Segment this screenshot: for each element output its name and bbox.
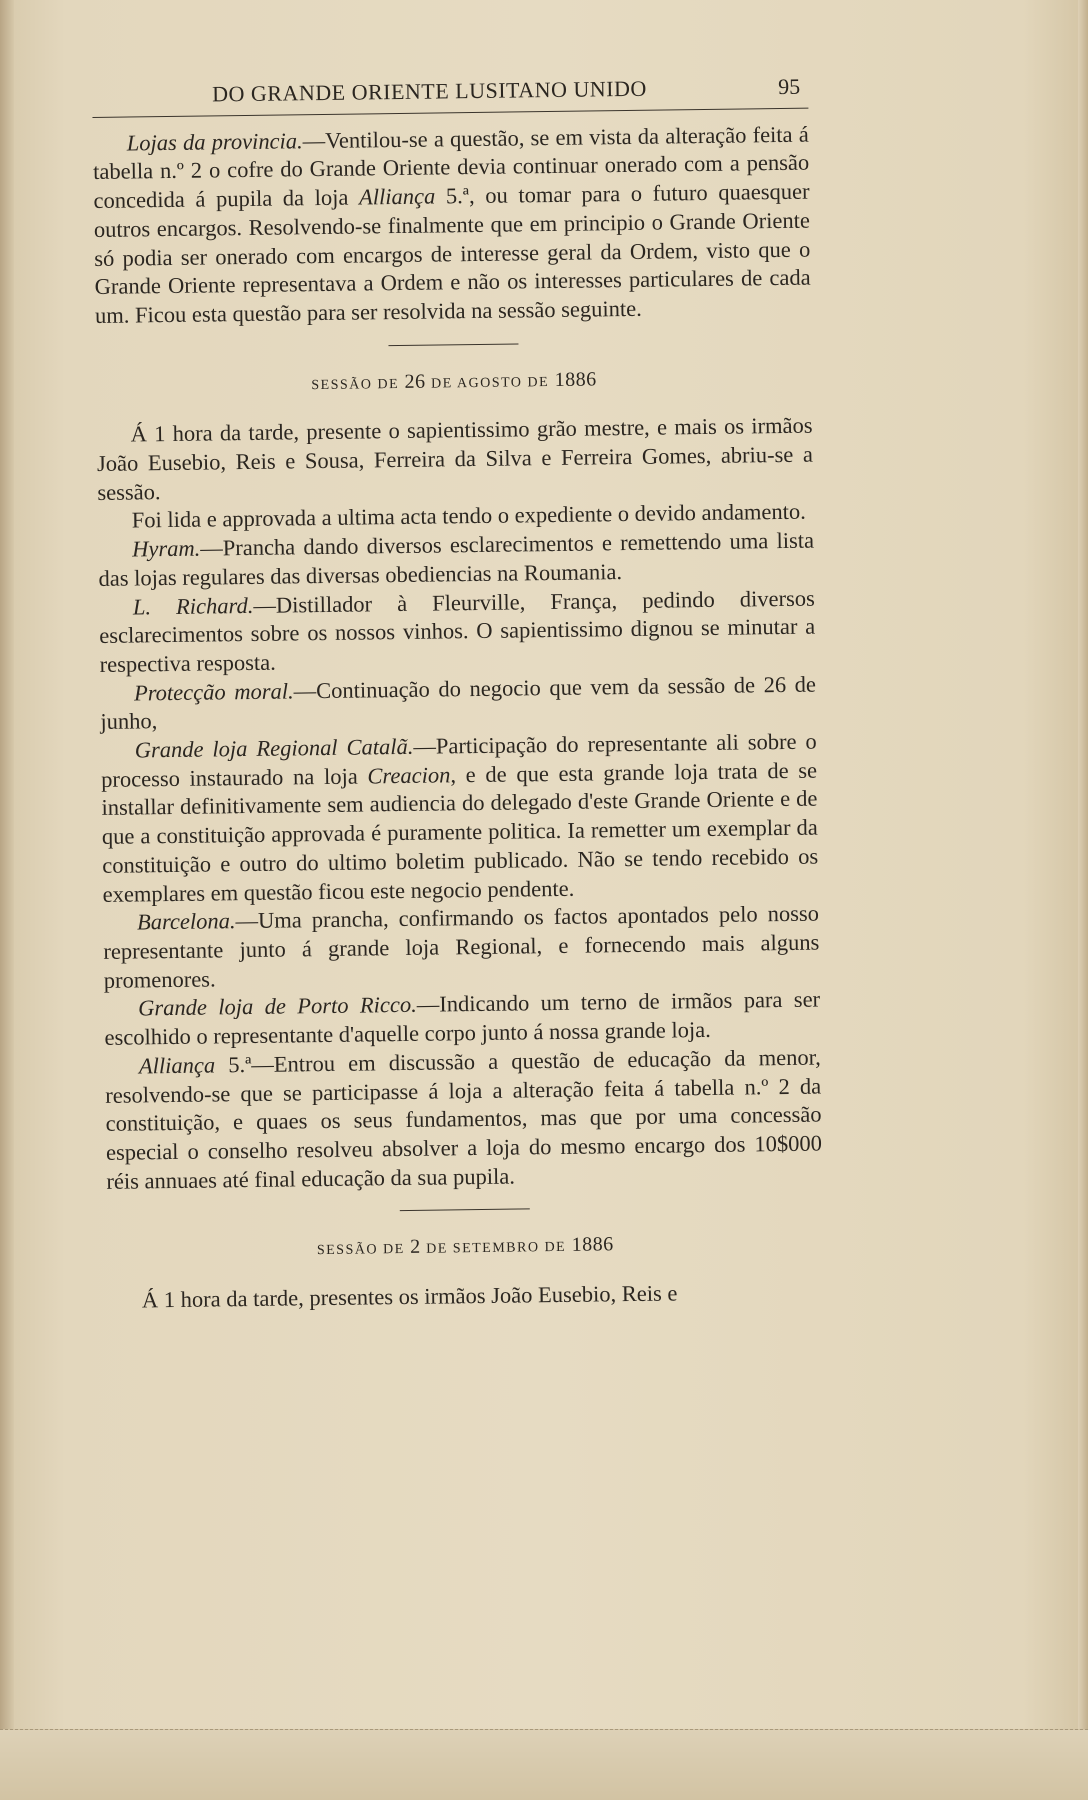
- paragraph: [101, 728, 819, 910]
- paragraph-text: Á 1 hora da tarde, presentes os irmãos João Eusebio, Reis e: [141, 1280, 678, 1313]
- session-heading-year: 1886: [571, 1233, 614, 1257]
- session-heading-pre: SESSÃO DE: [316, 1242, 405, 1259]
- page-number: 95: [777, 73, 801, 100]
- paragraph: [96, 412, 813, 507]
- session-heading-mid: DE SETEMBRO DE: [426, 1240, 567, 1258]
- paragraph-text: 5.ª—Entrou em discussão a questão de educação da menor, resolvendo-se que se participasse á loja a alteração feita á tabella n.º 2 da constituição, e quaes os seus fundamentos, mas que por uma concessão especial o conselho resolveu absolver a loja do mesmo encargo dos 10$000 réis annuaes até final educação da sua pupila.: [105, 1044, 823, 1194]
- paragraph: [105, 1043, 823, 1196]
- page-bottom-fold: [0, 1729, 1088, 1800]
- session-heading-pre: SESSÃO DE: [311, 376, 400, 393]
- text-block: [92, 73, 824, 1316]
- paragraph-lead: Barcelona.: [136, 908, 236, 935]
- paragraph-lead: Lojas da provincia.: [126, 127, 303, 156]
- paragraph-text: —Participação do representante ali sobre o processo instaurado na loja: [100, 728, 817, 792]
- paragraph-text: Foi lida e approvada a ultima acta tendo o expediente o devido andamento.: [131, 499, 807, 533]
- running-title: DO GRANDE ORIENTE LUSITANO UNIDO: [212, 75, 647, 107]
- paragraph-text: —Continuação do negocio que vem da sessão de 26 de junho,: [100, 671, 817, 735]
- paragraph-lead: Alliança: [138, 1052, 216, 1079]
- page-left-edge: [0, 0, 14, 1800]
- paragraph-lead: Hyram.: [131, 535, 201, 562]
- paragraph-lead: Protecção moral.: [133, 678, 294, 706]
- running-header: [92, 73, 808, 118]
- paragraph: [99, 584, 816, 679]
- paragraph-text: —Distillador à Fleurville, França, pedindo diversos esclarecimentos sobre os nossos vinhos. O sapientissimo dignou se minutar a respectiva resposta.: [99, 585, 816, 677]
- paragraph-lead: L. Richard.: [132, 592, 254, 620]
- paragraph: [100, 670, 817, 737]
- session-heading-day: 26: [404, 370, 426, 393]
- session-heading-mid: DE AGOSTO DE: [430, 374, 550, 392]
- paragraph-text: —Prancha dando diversos esclarecimentos e remettendo uma lista das lojas regulares das diversas obediencias na Roumania.: [98, 527, 815, 591]
- section-divider: [388, 343, 518, 346]
- page-right-edge: [1078, 0, 1088, 1800]
- paragraph: [108, 1278, 824, 1316]
- session-heading-day: 2: [410, 1236, 421, 1259]
- paragraph: [104, 986, 821, 1053]
- paragraph-text: 5.ª, ou tomar para o futuro quaesquer outros encargos. Resolvendo-se finalmente que em principio o Grande Oriente só podia ser onerado com encargos de interesse geral da Ordem, visto que o Grande Oriente representava a Ordem e não os interesses particulares de cada um. Ficou esta questão para ser resolvida na sessão seguinte.: [93, 178, 811, 328]
- paragraph-lead: Grande loja de Porto Ricco.: [137, 992, 417, 1021]
- paragraph: [98, 527, 815, 594]
- paragraph-text: —Ventilou-se a questão, se em vista da alteração feita á tabella n.º 2 o cofre do Grande Oriente devia continuar onerado com a pensão concedida á pupila da loja: [93, 121, 810, 214]
- paragraph-text: —Uma prancha, confirmando os factos apontados pelo nosso representante junto á grande loja Regional, e fornecendo mais alguns promenores.: [103, 900, 820, 993]
- session-heading-year: 1886: [554, 368, 597, 391]
- section-divider: [400, 1209, 530, 1212]
- paragraph-text: Á 1 hora da tarde, presente o sapientissimo grão mestre, e mais os irmãos João Eusebio, Reis e Sousa, Ferreira da Silva e Ferreira Gomes, abriu-se a sessão.: [96, 412, 814, 505]
- session-heading: [107, 1228, 823, 1269]
- paragraph: [103, 900, 820, 995]
- paragraph: [93, 120, 812, 330]
- paragraph-lead: Grande loja Regional Catalã.: [134, 733, 414, 763]
- paragraph-text: , e de que esta grande loja trata de se installar definitivamente sem audiencia do delegado d'este Grande Oriente e de que a constituição approvada é puramente politica. Ia remetter um exemplar da constituição e outro do ultimo boletim publicado. Não se tendo recebido os exemplares em questão ficou este negocio pendente.: [101, 757, 819, 907]
- session-heading: [96, 362, 812, 403]
- paragraph-lead: Creacion: [367, 762, 451, 789]
- paragraph-lead: Alliança: [358, 183, 436, 210]
- paragraph-text: —Indicando um terno de irmãos para ser escolhido o representante d'aquelle corpo junto á nossa grande loja.: [104, 986, 821, 1051]
